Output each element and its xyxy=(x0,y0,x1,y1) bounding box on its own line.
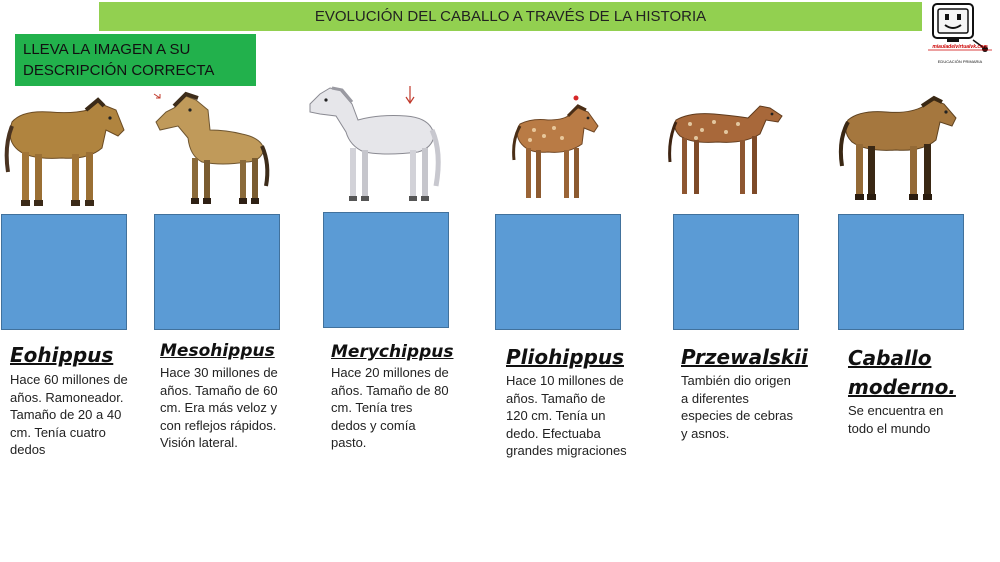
card-name-caballo-moderno: Caballo moderno. xyxy=(848,346,956,399)
drop-zone-pliohippus[interactable] xyxy=(495,214,621,330)
horse-image-merychippus[interactable] xyxy=(306,82,446,206)
horse-image-eohippus[interactable] xyxy=(2,96,128,212)
horse-image-caballo-moderno[interactable] xyxy=(836,96,962,206)
card-description-caballo-moderno: Se encuentra en todo el mundo xyxy=(848,403,944,436)
page-title-bar xyxy=(99,2,922,31)
drop-zone-merychippus[interactable] xyxy=(323,212,449,328)
card-name-przewalskii: Przewalskii xyxy=(681,345,808,369)
horse-image-pliohippus[interactable] xyxy=(508,94,604,206)
horse-image-przewalskii[interactable] xyxy=(666,100,786,200)
drop-zone-mesohippus[interactable] xyxy=(154,214,280,330)
drop-zone-eohippus[interactable] xyxy=(1,214,127,330)
card-name-merychippus: Merychippus xyxy=(331,342,454,362)
card-name-mesohippus: Mesohippus xyxy=(160,341,275,361)
card-description-mesohippus: Hace 30 millones de años. Tamaño de 60 cm. Era más veloz y con reflejos rápidos. Visión lateral. xyxy=(160,365,278,450)
card-name-eohippus: Eohippus xyxy=(10,343,114,367)
logo-site-text: miauladelvirtualvk.com xyxy=(932,44,988,50)
horse-image-mesohippus[interactable] xyxy=(150,90,272,212)
card-name-pliohippus: Pliohippus xyxy=(506,345,624,369)
card-description-pliohippus: Hace 10 millones de años. Tamaño de 120 cm. Tenía un dedo. Efectuaba grandes migraciones xyxy=(506,373,627,458)
page-title: EVOLUCIÓN DEL CABALLO A TRAVÉS DE LA HISTORIA xyxy=(314,8,707,25)
card-description-przewalskii: También dio origen a diferentes especies de cebras y asnos. xyxy=(681,373,794,441)
card-description-merychippus: Hace 20 millones de años. Tamaño de 80 cm. Tenía tres dedos y comía pasto. xyxy=(331,365,449,450)
logo-subtitle: EDUCACIÓN PRIMARIA xyxy=(937,59,983,64)
instruction-box xyxy=(15,34,256,86)
drop-zone-caballo-moderno[interactable] xyxy=(838,214,964,330)
drop-zone-przewalskii[interactable] xyxy=(673,214,799,330)
instruction-text: LLEVA LA IMAGEN A SU DESCRIPCIÓN CORRECTA xyxy=(23,41,215,79)
site-logo xyxy=(928,2,992,70)
card-description-eohippus: Hace 60 millones de años. Ramoneador. Tamaño de 20 a 40 cm. Tenía cuatro dedos xyxy=(10,372,128,457)
